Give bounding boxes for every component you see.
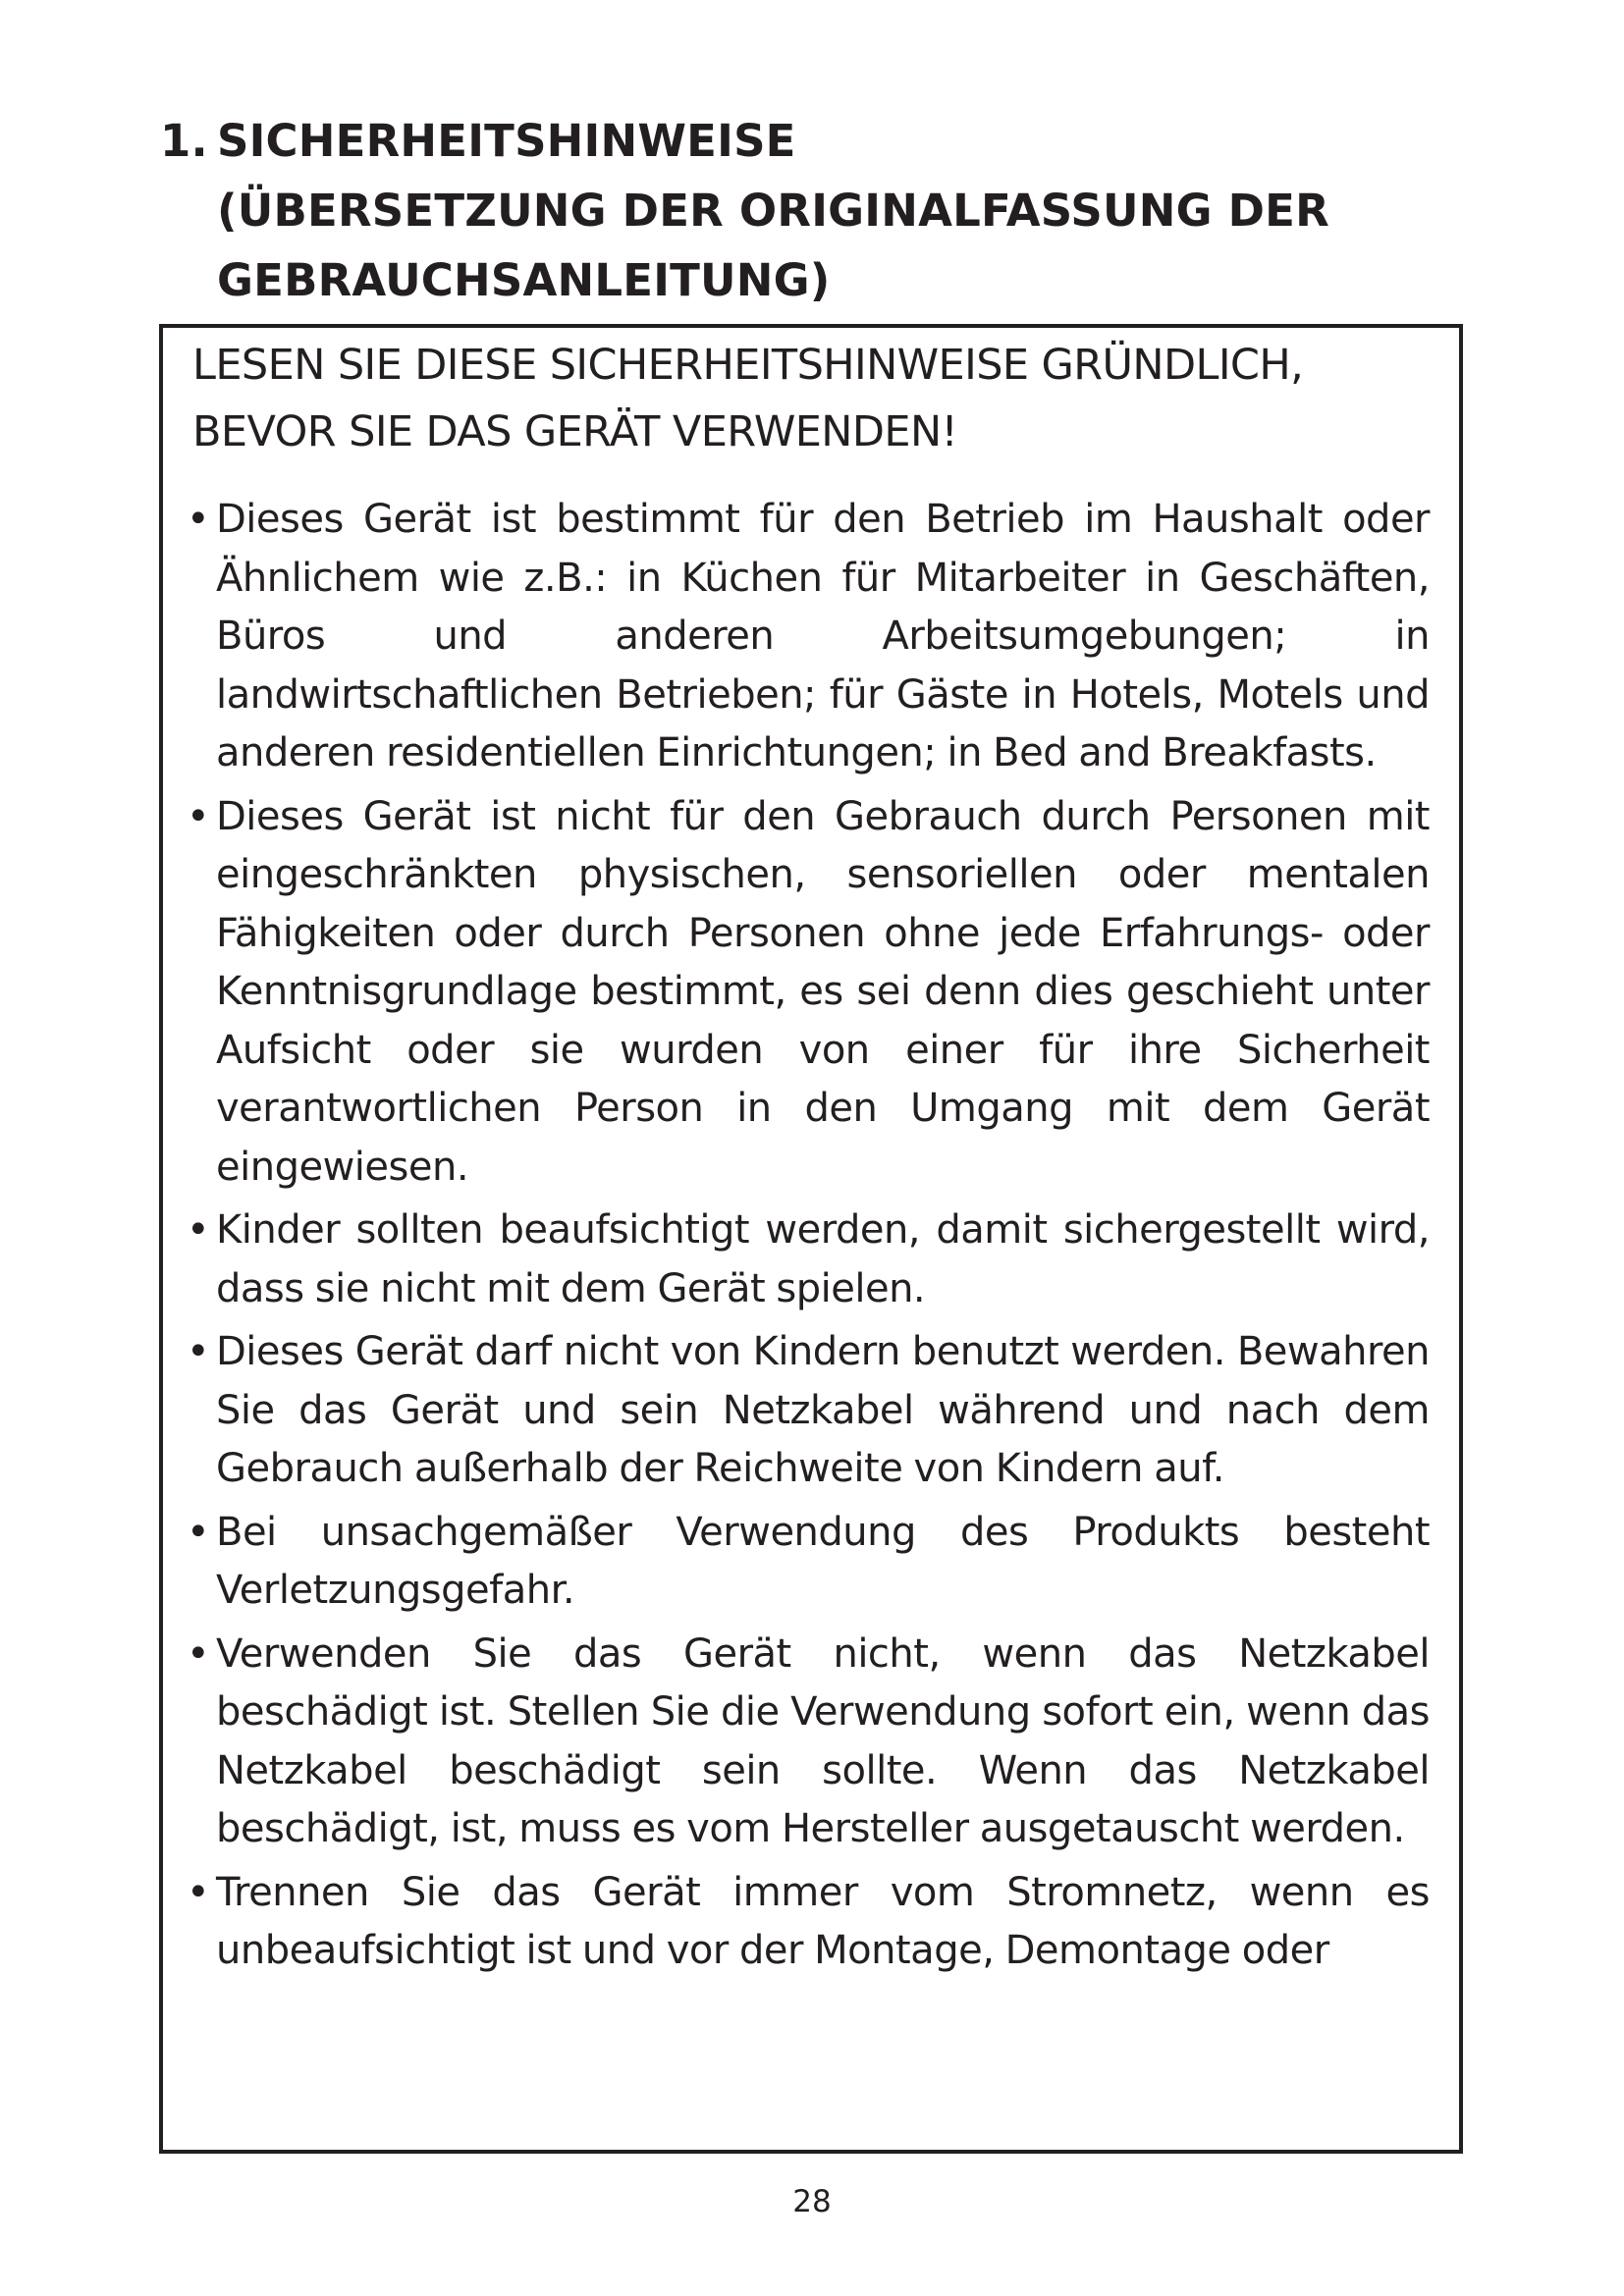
list-item-text: Kinder sollten beaufsichtigt werden, damit sichergestellt wird, dass sie nicht mit dem Gerät spielen.	[216, 1207, 1430, 1311]
notice-title-line-2: BEVOR SIE DAS GERÄT VERWENDEN!	[192, 407, 958, 456]
list-item-text: Trennen Sie das Gerät immer vom Stromnetz, wenn es unbeaufsichtigt ist und vor der Montage, Demontage oder	[216, 1869, 1430, 1973]
list-item	[187, 1323, 1449, 1499]
section-heading-line-1	[160, 106, 1436, 176]
bullet-icon: •	[187, 793, 210, 839]
list-item-text: Verwenden Sie das Gerät nicht, wenn das Netzkabel beschädigt ist. Stellen Sie die Verwendung sofort ein, wenn das Netzkabel beschädigt sein sollte. Wenn das Netzkabel beschädigt, ist, muss es vom Hersteller ausgetauscht werden.	[216, 1630, 1430, 1851]
notice-title-line-1: LESEN SIE DIESE SICHERHEITSHINWEISE GRÜNDLICH,	[192, 341, 1304, 390]
list-item-text: Bei unsachgemäßer Verwendung des Produkts besteht Verletzungsgefahr.	[216, 1509, 1430, 1613]
list-item	[187, 788, 1449, 1198]
list-item	[187, 1504, 1449, 1621]
bullet-icon: •	[187, 1630, 210, 1677]
section-subtitle-line-2: GEBRAUCHSANLEITUNG)	[217, 254, 831, 306]
bullet-icon: •	[187, 1329, 210, 1374]
list-item-text: Dieses Gerät ist bestimmt für den Betrieb im Haushalt oder Ähnlichem wie z.B.: in Küchen für Mitarbeiter in Geschäften, Büros und anderen Arbeitsumgebungen; in landwirtschaftlichen Betrieben; für Gäste in Hotels, Motels und anderen residentiellen Einrichtungen; in Bed and Breakfasts.	[216, 497, 1430, 775]
notice-box-title	[192, 332, 1449, 465]
bullet-icon: •	[187, 1509, 210, 1555]
list-item	[187, 1864, 1449, 1981]
list-item	[187, 1201, 1449, 1318]
list-item-text: Dieses Gerät darf nicht von Kindern benutzt werden. Bewahren Sie das Gerät und sein Netzkabel während und nach dem Gebrauch außerhalb der Reichweite von Kindern auf.	[216, 1329, 1430, 1491]
bullet-icon: •	[187, 1869, 210, 1915]
bullet-icon: •	[187, 1207, 210, 1253]
safety-instructions-list	[187, 491, 1449, 1986]
list-item-text: Dieses Gerät ist nicht für den Gebrauch durch Personen mit eingeschränkten physischen, sensoriellen oder mentalen Fähigkeiten oder durch Personen ohne jede Erfahrungs- oder Kenntnisgrundlage bestimmt, es sei denn dies geschieht unter Aufsicht oder sie wurden von einer für ihre Sicherheit verantwortlichen Person in den Umgang mit dem Gerät eingewiesen.	[216, 793, 1430, 1190]
section-title: SICHERHEITSHINWEISE	[217, 115, 796, 167]
section-subtitle-line-1: (ÜBERSETZUNG DER ORIGINALFASSUNG DER	[217, 185, 1329, 237]
section-number: 1.	[160, 115, 208, 167]
list-item	[187, 491, 1449, 783]
page-number: 28	[792, 2184, 832, 2219]
bullet-icon: •	[187, 497, 210, 542]
section-heading	[160, 106, 1436, 315]
list-item	[187, 1626, 1449, 1859]
